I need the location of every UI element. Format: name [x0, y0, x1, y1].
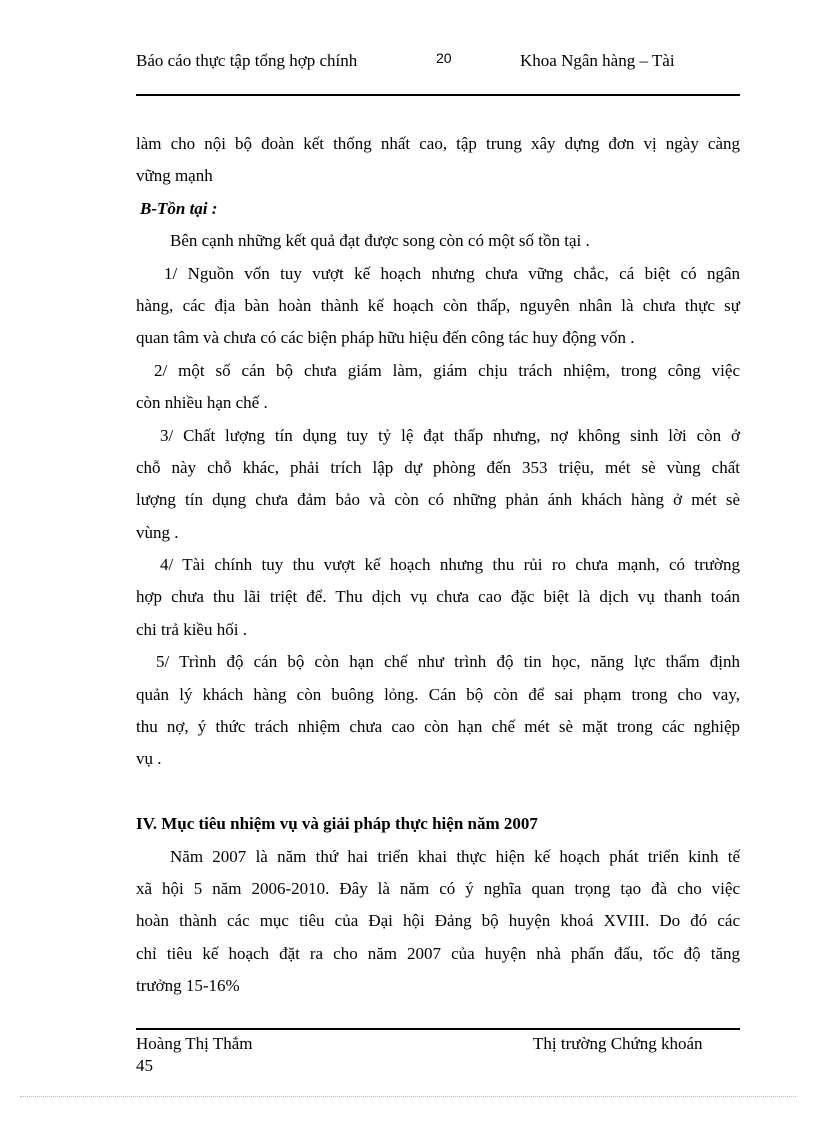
footer-subject: Thị trường Chứng khoán: [533, 1034, 703, 1053]
header-right-title: Khoa Ngân hàng – Tài: [520, 51, 675, 70]
page-number: 20: [436, 50, 452, 66]
section-heading: IV. Mục tiêu nhiệm vụ và giải pháp thực hiện năm 2007: [136, 814, 538, 834]
subsection-heading: B-Tồn tại :: [140, 198, 218, 218]
text-line: 3/ Chất lượng tín dụng tuy tỷ lệ đạt thấp nhưng, nợ không sinh lời còn ở: [160, 425, 740, 445]
text-line: làm cho nội bộ đoàn kết thống nhất cao, tập trung xây dựng đơn vị ngày càng: [136, 134, 740, 153]
text-line: vụ .: [136, 749, 162, 769]
text-line: vững mạnh: [136, 166, 213, 186]
text-line: 1/ Nguồn vốn tuy vượt kế hoạch nhưng chưa vững chắc, cá biệt có ngân: [164, 263, 740, 283]
spacer: [136, 776, 740, 808]
text-line: vùng .: [136, 522, 179, 542]
footer-rule: [136, 1028, 740, 1030]
footer-author: Hoàng Thị Thắm: [136, 1034, 253, 1053]
text-line: xã hội 5 năm 2006-2010. Đây là năm có ý nghĩa quan trọng tạo đà cho việc: [136, 878, 740, 898]
text-line: còn nhiều hạn chế .: [136, 393, 268, 413]
text-line: Bên cạnh những kết quả đạt được song còn có một số tồn tại .: [170, 231, 590, 251]
header-rule: [136, 94, 740, 96]
text-line: quản lý khách hàng còn buông lỏng. Cán bộ còn để sai phạm trong cho vay,: [136, 684, 740, 704]
text-line: 4/ Tài chính tuy thu vượt kế hoạch nhưng thu rủi ro chưa mạnh, có trường: [160, 555, 740, 575]
text-line: hoàn thành các mục tiêu của Đại hội Đảng bộ huyện khoá XVIII. Do đó các: [136, 911, 740, 931]
text-line: quan tâm và chưa có các biện pháp hữu hiệu đến công tác huy động vốn .: [136, 328, 635, 348]
page-edge-divider: [20, 1096, 796, 1097]
text-line: Năm 2007 là năm thứ hai triển khai thực hiện kế hoạch phát triển kinh tế: [170, 846, 740, 866]
text-line: hàng, các địa bàn hoàn thành kế hoạch còn thấp, nguyên nhân là chưa thực sự: [136, 295, 740, 315]
text-line: thu nợ, ý thức trách nhiệm chưa cao còn hạn chế mét sè mặt trong các nghiệp: [136, 717, 740, 737]
text-line: hợp chưa thu lãi triệt để. Thu dịch vụ chưa cao đặc biệt là dịch vụ thanh toán: [136, 587, 740, 607]
text-line: 5/ Trình độ cán bộ còn hạn chế như trình độ tin học, năng lực thẩm định: [156, 652, 740, 672]
text-line: chỉ tiêu kế hoạch đặt ra cho năm 2007 của huyện nhà phấn đấu, tốc độ tăng: [136, 943, 740, 963]
text-line: 2/ một số cán bộ chưa giám làm, giám chịu trách nhiệm, trong công việc: [154, 360, 740, 380]
text-line: lượng tín dụng chưa đảm bảo và còn có những phản ánh khách hàng ở mét sè: [136, 490, 740, 510]
footer-number: 45: [136, 1056, 153, 1075]
text-line: trưởng 15-16%: [136, 976, 240, 996]
text-line: chỗ này chỗ khác, phải trích lập dự phòng đến 353 triệu, mét sè vùng chất: [136, 457, 740, 477]
text-line: chi trả kiều hối .: [136, 619, 247, 639]
header-left-title: Báo cáo thực tập tổng hợp chính: [136, 51, 358, 70]
document-body: [136, 128, 740, 1003]
